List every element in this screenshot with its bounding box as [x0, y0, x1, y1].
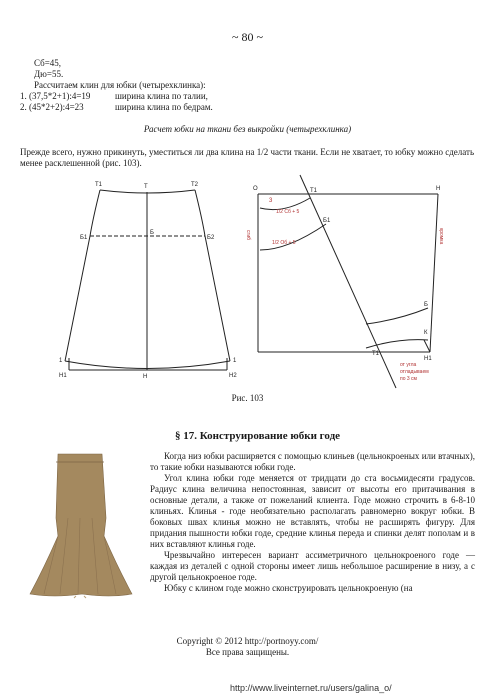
label-t2: T2	[191, 182, 199, 188]
label-1-left: 1	[59, 358, 63, 364]
section-body	[150, 451, 475, 594]
label-b-right: Б	[424, 302, 428, 308]
body-paragraph: Чрезвычайно интересен вариант ассиметричного цельнокроеного годе — каждая из деталей с одной стороны имеет лишь небольшое расширение в низу, а с другой цельнокроеное годе.	[150, 550, 475, 582]
label-b2: Б2	[207, 235, 215, 241]
fabric-selvage-edge	[430, 194, 438, 352]
label-3: 3	[269, 198, 273, 204]
label-t1: T1	[95, 182, 103, 188]
label-h1: Н1	[59, 373, 67, 379]
label-b1-right: Б1	[323, 218, 331, 224]
skirt-panel-diagram	[55, 178, 250, 383]
calc-line	[20, 91, 213, 102]
label-o: О	[253, 186, 258, 192]
calc-line: Дю=55.	[34, 69, 64, 79]
page-number: ~ 80 ~	[232, 30, 263, 44]
right-side-seam	[195, 190, 230, 361]
waist-note: 1/2 Сб + 5	[276, 209, 300, 215]
calc-formula-2: 2. (45*2+2):4=23	[20, 102, 84, 112]
body-paragraph: Угол клина юбки годе меняется от тридцати до ста восьмидесяти градусов. Радиус клина величина непостоянная, зависит от высоты его притачивания в основные детали, а также от пожеланий клиента. Годе можно строчить в 6-8-10 клиньях. Клинья - годе необязательно располагать равномерно вокруг юбки. В боковых швах клинья можно не вставлять, чтобы не расширять фигуру. Для придания пышности юбки годе, средние клинья переда и спинки делят пополам и в них вставляют клинья годе.	[150, 473, 475, 549]
godet-skirt-photo	[20, 448, 145, 598]
calc-result-1: ширина клина по талии,	[115, 91, 208, 101]
label-h2: Н2	[229, 373, 237, 379]
label-b: Б	[150, 230, 154, 236]
copyright-block	[0, 636, 495, 658]
note-bottom-3: по 3 см	[400, 376, 417, 382]
fold-label: сгиб	[245, 230, 251, 240]
calc-formula-1: 1. (37,5*2+1):4=19	[20, 91, 91, 101]
hip-curve-1	[260, 224, 326, 250]
section-heading: § 17. Конструирование юбки годе	[175, 430, 341, 442]
note-bottom-2: отладываем	[400, 369, 429, 375]
corner-offset	[424, 340, 430, 352]
label-h-top: Н	[436, 186, 441, 192]
left-side-seam	[65, 190, 100, 361]
body-paragraph: Когда низ юбки расширяется с помощью клиньев (цельнокроеных или втачных), то такие юбки называются юбки годе.	[150, 451, 475, 472]
label-h1-bottom: Н1	[424, 356, 432, 362]
watermark-url[interactable]: http://www.liveinternet.ru/users/galina_o/	[230, 683, 392, 693]
label-t1-top: Т1	[310, 188, 318, 194]
calc-result-2: ширина клина по бедрам.	[115, 102, 213, 112]
panel-diagonal	[300, 175, 396, 388]
label-t1-bottom: Т1	[372, 351, 380, 357]
waist-curve-1	[260, 198, 310, 210]
hip-curve-2	[366, 308, 428, 324]
body-paragraph: Юбку с клином годе можно сконструировать цельнокроеную (на	[164, 583, 413, 593]
selvage-label: кромка	[438, 228, 444, 245]
label-t: T	[144, 184, 148, 190]
hip-note: 1/2 Об + 5	[272, 240, 296, 246]
calculation-block	[20, 58, 213, 113]
label-1-right: 1	[233, 358, 237, 364]
intro-paragraph: Прежде всего, нужно прикинуть, уместиться ли два клина на 1/2 части ткани. Если не хватает, то юбку можно сделать менее расклешенной (рис. 103).	[20, 147, 475, 168]
label-k: К	[424, 330, 428, 336]
rights-line: Все права защищены.	[205, 647, 290, 657]
section-italic-title: Расчет юбки на ткани без выкройки (четырехклинка)	[143, 124, 352, 134]
note-bottom-1: от угла	[400, 362, 417, 368]
label-b1: Б1	[80, 235, 88, 241]
fabric-layout-diagram	[245, 170, 468, 395]
calc-line: Рассчитаем клин для юбки (четырехклинка):	[34, 80, 206, 90]
copyright-line: Copyright © 2012 http://portnoyy.com/	[176, 636, 319, 646]
figure-caption: Рис. 103	[231, 393, 264, 403]
calc-line: Сб=45,	[34, 58, 62, 68]
calc-line	[20, 102, 213, 113]
label-h: Н	[143, 374, 148, 380]
